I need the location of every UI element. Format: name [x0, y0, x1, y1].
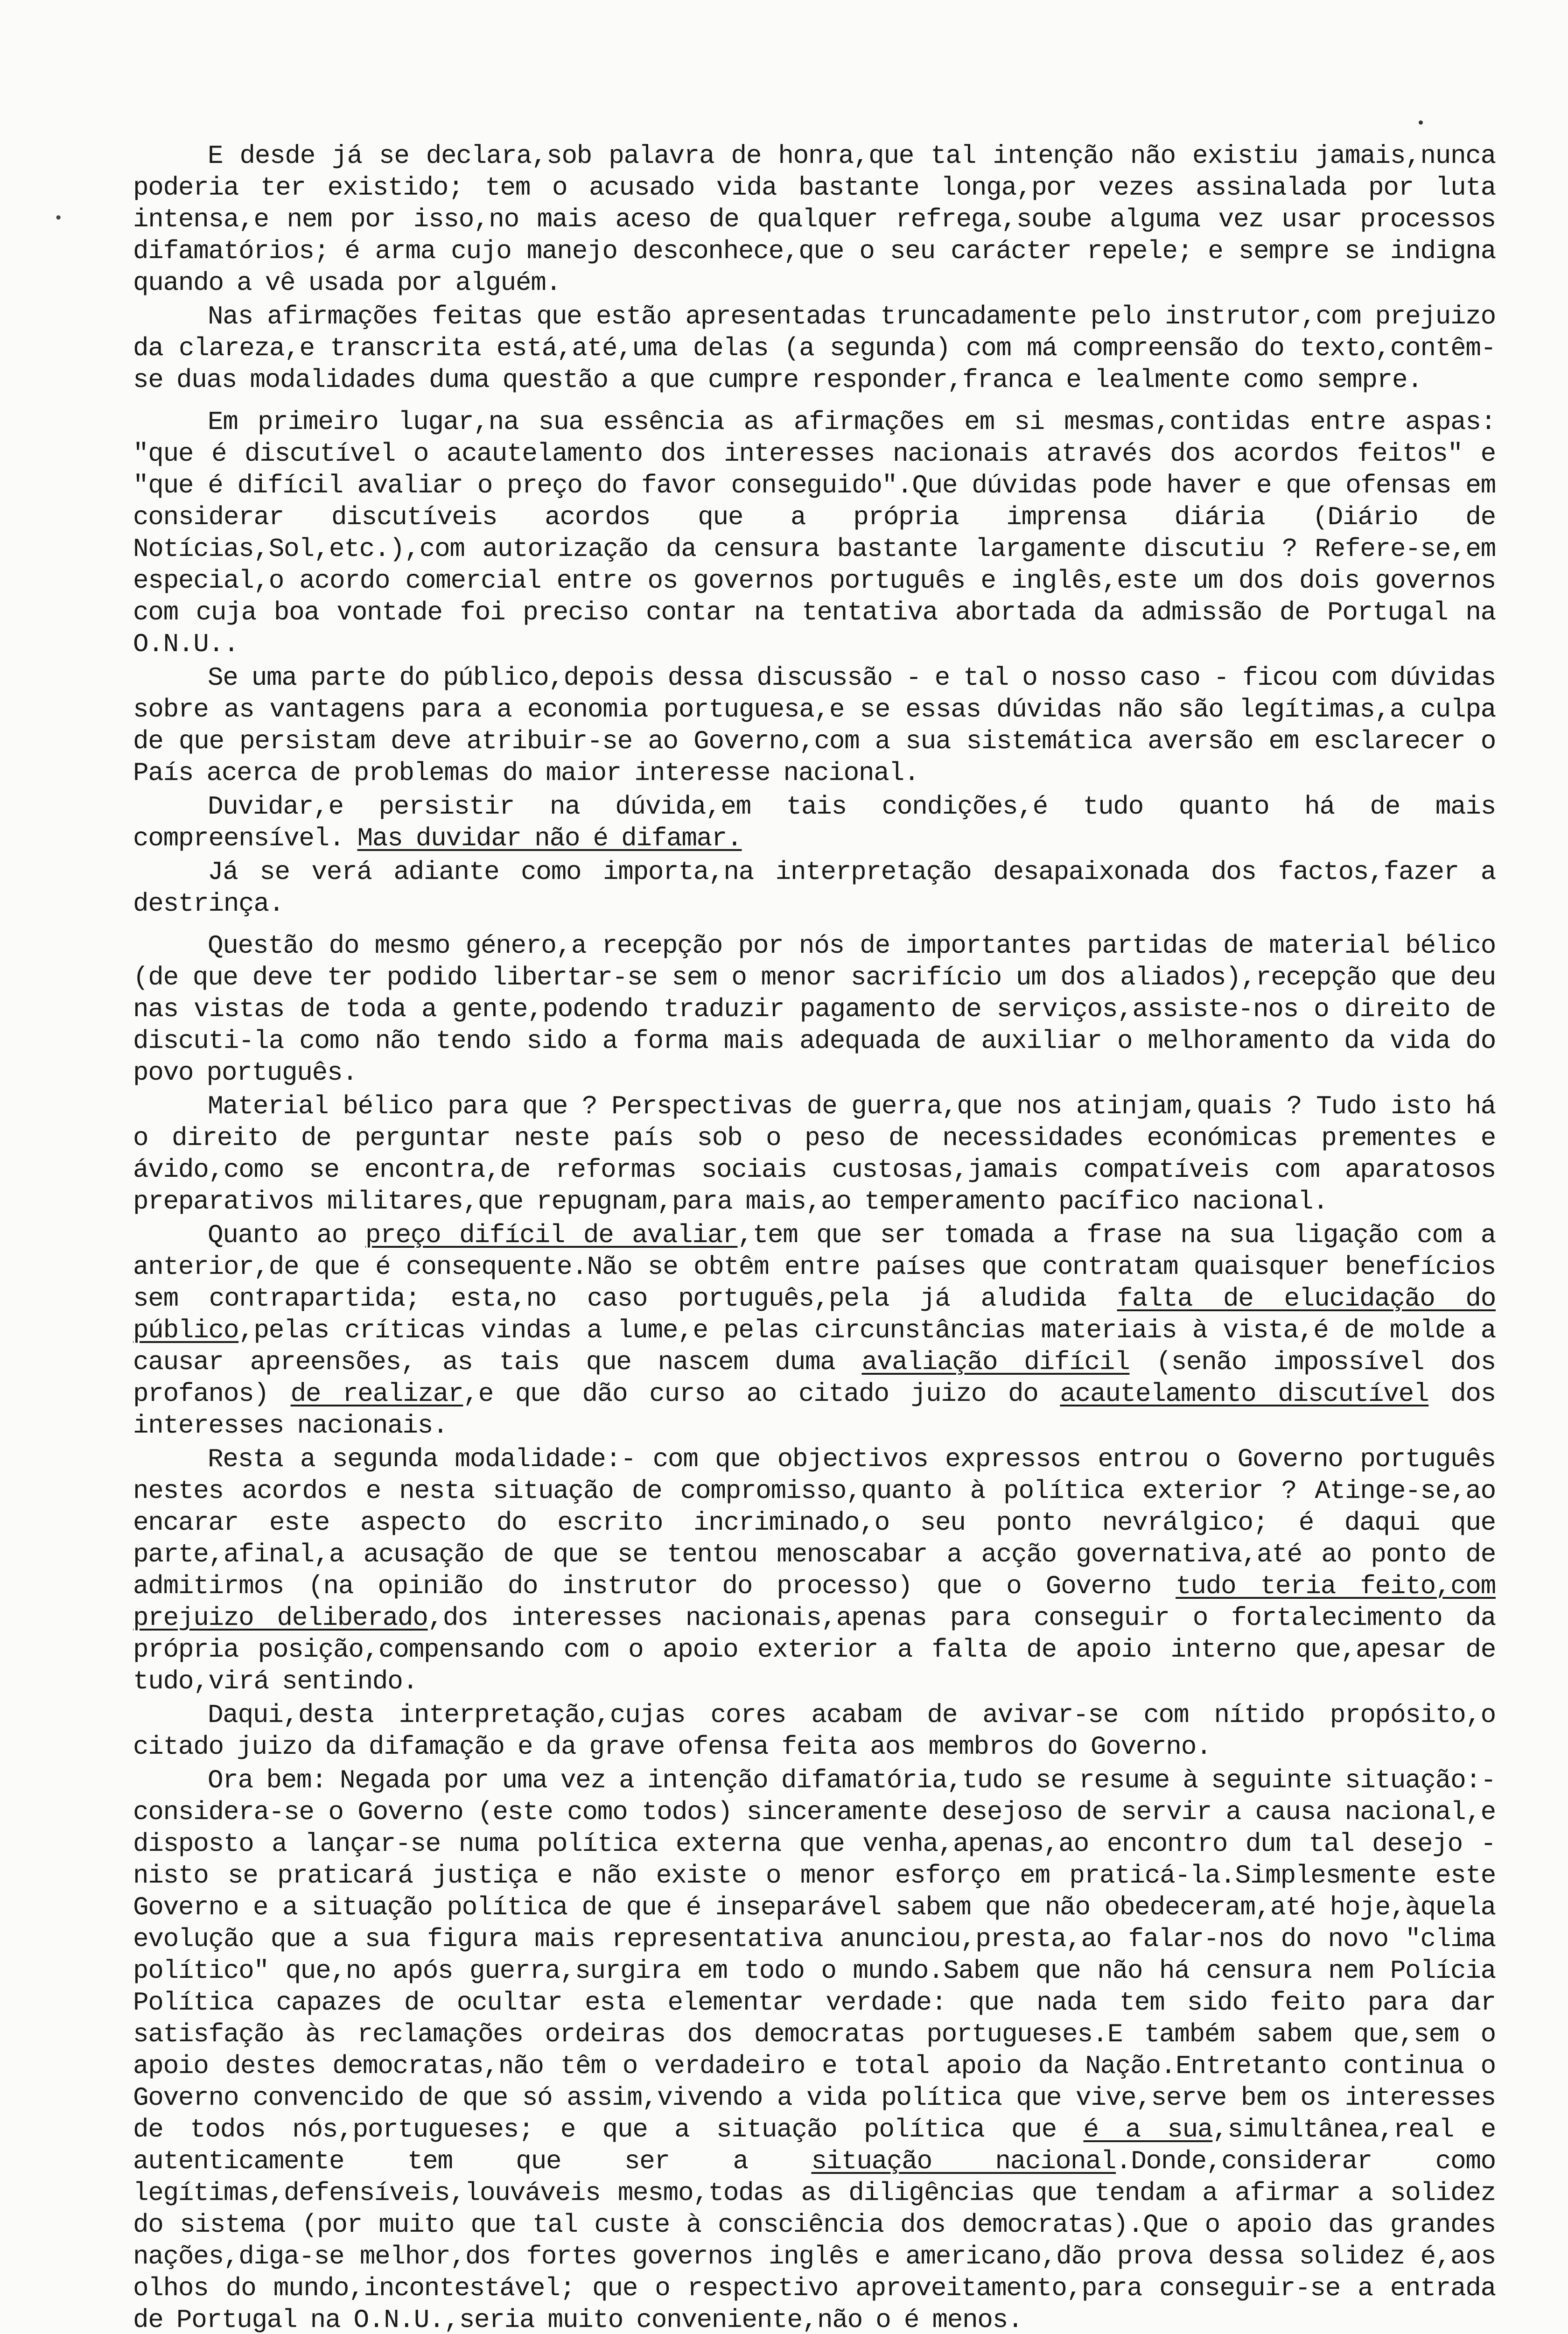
text-segment: Daqui,desta interpretação,cujas cores acabam de avivar-se com nítido propósito,o citado juizo da difamação e da grave ofensa feita aos membros do Governo.	[133, 1700, 1496, 1762]
paragraph	[133, 791, 1496, 854]
underlined-text: falta de elucidação do público	[133, 1284, 1496, 1345]
text-segment: Já se verá adiante como importa,na interpretação desapaixonada dos factos,fazer a destrinça.	[133, 857, 1496, 919]
paragraph	[133, 1219, 1496, 1441]
underlined-text: Mas duvidar não é difamar.	[357, 823, 742, 853]
text-segment: ,pelas críticas vindas a lume,e pelas circunstâncias materiais à vista,é de molde a causar apreensões, as tais que nascem duma	[133, 1315, 1496, 1377]
text-segment: Questão do mesmo género,a recepção por nós de importantes partidas de material bélico (de que deve ter podido libertar-se sem o menor sacrifício um dos aliados),recepção que deu nas vistas de toda a gente,podendo traduzir pagamento de serviços,assiste-nos o direito de discuti-la como não tendo sido a forma mais adequada de auxiliar o melhoramento da vida do povo português.	[133, 931, 1496, 1088]
paragraph	[133, 1699, 1496, 1763]
text-segment: Material bélico para que ? Perspectivas de guerra,que nos atinjam,quais ? Tudo isto há o direito de perguntar neste país sob o peso de necessidades económicas prementes e ávido,como se encontra,de reformas sociais custosas,jamais compatíveis com aparatosos preparativos militares,que repugnam,para mais,ao temperamento pacífico nacional.	[133, 1091, 1496, 1216]
underlined-text: situação nacional	[811, 2146, 1116, 2176]
text-segment: Nas afirmações feitas que estão apresentadas truncadamente pelo instrutor,com prejuizo da clareza,e transcrita está,até,uma delas (a segunda) com má compreensão do texto,contêm-se duas modalidades duma questão a que cumpre responder,franca e lealmente como sempre.	[133, 302, 1496, 395]
paragraph	[133, 1765, 1496, 2334]
text-segment: (senão impossível dos profanos)	[133, 1347, 1496, 1409]
paragraph	[133, 301, 1496, 396]
text-segment: Resta a segunda modalidade:- com que objectivos expressos entrou o Governo português nestes acordos e nesta situação de compromisso,quanto à política exterior ? Atinge-se,ao encarar este aspecto do escrito incriminado,o seu ponto nevrálgico; é daqui que parte,afinal,a acusação de que se tentou menoscabar a acção governativa,até ao ponto de admitirmos (na opinião do instrutor do processo) que o Governo	[133, 1444, 1496, 1601]
underlined-text: é a sua	[1083, 2115, 1213, 2144]
text-segment: Ora bem: Negada por uma vez a intenção difamatória,tudo se resume à seguinte situação:- considera-se o Governo (este como todos) sinceramente desejoso de servir a causa nacional,e disposto a lançar-se numa política externa que venha,apenas,ao encontro dum tal desejo -nisto se praticará justiça e não existe o menor esforço em praticá-la.Simplesmente este Governo e a situação política de que é inseparável sabem que não obedeceram,até hoje,àquela evolução que a sua figura mais representativa anunciou,presta,ao falar-nos do novo "clima político" que,no após guerra,surgira em todo o mundo.Sabem que não há censura nem Polícia Política capazes de ocultar esta elementar verdade: que nada tem sido feito para dar satisfação às reclamações ordeiras dos democratas portugueses.E também sabem que,sem o apoio destes democratas,não têm o verdadeiro e total apoio da Nação.Entretanto continua o Governo convencido de que só assim,vivendo a vida política que vive,serve bem os interesses de todos nós,portugueses; e que a situação política que	[133, 1765, 1496, 2144]
underlined-text: de realizar	[290, 1379, 463, 1409]
paragraph	[133, 1443, 1496, 1697]
text-segment: dos interesses nacionais.	[133, 1379, 1496, 1441]
text-segment: ,simultânea,real e autenticamente tem que ser a	[133, 2115, 1496, 2176]
margin-mark: •	[54, 210, 63, 228]
paragraph	[133, 1090, 1496, 1217]
paragraph	[133, 140, 1496, 299]
underlined-text: tudo teria feito,com prejuizo deliberado	[133, 1571, 1496, 1633]
paragraph	[133, 930, 1496, 1089]
text-segment: ,dos interesses nacionais,apenas para conseguir o fortalecimento da própria posição,compensando com o apoio exterior a falta de apoio interno que,apesar de tudo,virá sentindo.	[133, 1603, 1496, 1696]
text-segment: Em primeiro lugar,na sua essência as afirmações em si mesmas,contidas entre aspas: "que é discutível o acautelamento dos interesses nacionais através dos acordos feitos" e "que é difícil avaliar o preço do favor conseguido".Que dúvidas pode haver e que ofensas em considerar discutíveis acordos que a própria imprensa diária (Diário de Notícias,Sol,etc.),com autorização da censura bastante largamente discutiu ? Refere-se,em especial,o acordo comercial entre os governos português e inglês,este um dos dois governos com cuja boa vontade foi preciso contar na tentativa abortada da admissão de Portugal na O.N.U..	[133, 407, 1496, 659]
text-segment: ,e que dão curso ao citado juizo do	[463, 1379, 1060, 1409]
paragraph	[133, 662, 1496, 789]
underlined-text: preço difícil de avaliar	[365, 1220, 738, 1250]
speck-mark	[1419, 120, 1423, 125]
text-segment: Quanto ao	[208, 1220, 365, 1250]
underlined-text: acautelamento discutível	[1060, 1379, 1429, 1409]
text-segment: E desde já se declara,sob palavra de honra,que tal intenção não existiu jamais,nunca poderia ter existido; tem o acusado vida bastante longa,por vezes assinalada por luta intensa,e nem por isso,no mais aceso de qualquer refrega,soube alguma vez usar processos difamatórios; é arma cujo manejo desconhece,que o seu carácter repele; e sempre se indigna quando a vê usada por alguém.	[133, 141, 1496, 298]
underlined-text: avaliação difícil	[861, 1347, 1130, 1377]
paragraph	[133, 406, 1496, 660]
text-segment: Se uma parte do público,depois dessa discussão - e tal o nosso caso - ficou com dúvidas sobre as vantagens para a economia portuguesa,e se essas dúvidas não são legítimas,a culpa de que persistam deve atribuir-se ao Governo,com a sua sistemática aversão em esclarecer o País acerca de problemas do maior interesse nacional.	[133, 663, 1496, 788]
text-segment: ,tem que ser tomada a frase na sua ligação com a anterior,de que é consequente.Não se obtêm entre países que contratam quaisquer benefícios sem contrapartida; esta,no caso português,pela já aludida	[133, 1220, 1496, 1314]
typewritten-page	[133, 140, 1496, 2334]
text-segment: Duvidar,e persistir na dúvida,em tais condições,é tudo quanto há de mais compreensível.	[133, 792, 1496, 853]
text-segment: .Donde,considerar como legítimas,defensíveis,louváveis mesmo,todas as diligências que tendam a afirmar a solidez do sistema (por muito que tal custe à consciência dos democratas).Que o apoio das grandes nações,diga-se melhor,dos fortes governos inglês e americano,dão prova dessa solidez é,aos olhos do mundo,incontestável; que o respectivo aproveitamento,para conseguir-se a entrada de Portugal na O.N.U.,seria muito conveniente,não o é menos.	[133, 2146, 1496, 2334]
paragraph	[133, 856, 1496, 920]
